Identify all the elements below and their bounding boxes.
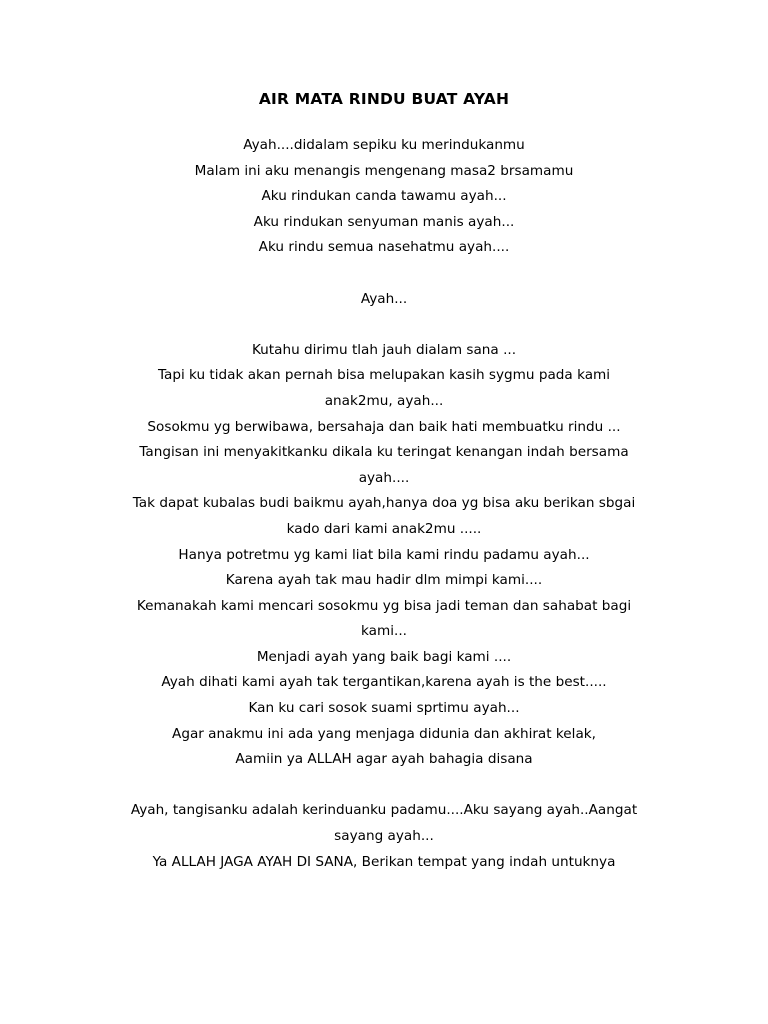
poem-line: Tangisan ini menyakitkanku dikala ku teringat kenangan indah bersama — [139, 444, 629, 461]
poem-line: sayang ayah... — [334, 828, 434, 845]
poem-line: kado dari kami anak2mu ..... — [286, 520, 482, 537]
poem-line: Aku rindu semua nasehatmu ayah.... — [258, 239, 510, 256]
poem-line: Ayah, tangisanku adalah kerinduanku padamu....Aku sayang ayah..Aangat — [130, 802, 638, 819]
stanza-gap — [80, 261, 688, 287]
poem-line: Hanya potretmu yg kami liat bila kami rindu padamu ayah... — [178, 546, 590, 563]
stanza-gap — [80, 773, 688, 799]
poem-line: Agar anakmu ini ada yang menjaga didunia dan akhirat kelak, — [172, 725, 596, 742]
poem-line: Aku rindukan senyuman manis ayah... — [253, 213, 515, 230]
poem-line: Malam ini aku menangis mengenang masa2 brsamamu — [194, 162, 574, 179]
poem-line: Kemanakah kami mencari sosokmu yg bisa jadi teman dan sahabat bagi — [136, 597, 632, 614]
poem-line: Ya ALLAH JAGA AYAH DI SANA, Berikan tempat yang indah untuknya — [152, 853, 616, 870]
poem-line: kami... — [361, 623, 407, 640]
poem-line: Karena ayah tak mau hadir dlm mimpi kami.... — [225, 572, 543, 589]
poem-body — [80, 133, 688, 875]
poem-line: Aku rindukan canda tawamu ayah... — [261, 188, 507, 205]
poem-line: ayah.... — [358, 469, 410, 486]
poem-line: Aamiin ya ALLAH agar ayah bahagia disana — [235, 751, 533, 768]
poem-line: Kutahu dirimu tlah jauh dialam sana ... — [251, 341, 517, 358]
poem-title: AIR MATA RINDU BUAT AYAH — [258, 90, 510, 108]
poem-line: Ayah....didalam sepiku ku merindukanmu — [243, 137, 525, 153]
poem-line: anak2mu, ayah... — [324, 392, 444, 409]
poem-line: Menjadi ayah yang baik bagi kami .... — [256, 648, 512, 665]
poem-line: Ayah dihati kami ayah tak tergantikan,karena ayah is the best..... — [161, 674, 607, 691]
poem-line: Tapi ku tidak akan pernah bisa melupakan kasih sygmu pada kami — [157, 367, 611, 384]
stanza-gap — [80, 312, 688, 338]
poem-line: Kan ku cari sosok suami sprtimu ayah... — [248, 700, 520, 717]
poem-line: Sosokmu yg berwibawa, bersahaja dan baik hati membuatku rindu ... — [147, 418, 621, 435]
poem-line: Ayah... — [360, 290, 408, 307]
poem-line: Tak dapat kubalas budi baikmu ayah,hanya doa yg bisa aku berikan sbgai — [132, 495, 636, 512]
